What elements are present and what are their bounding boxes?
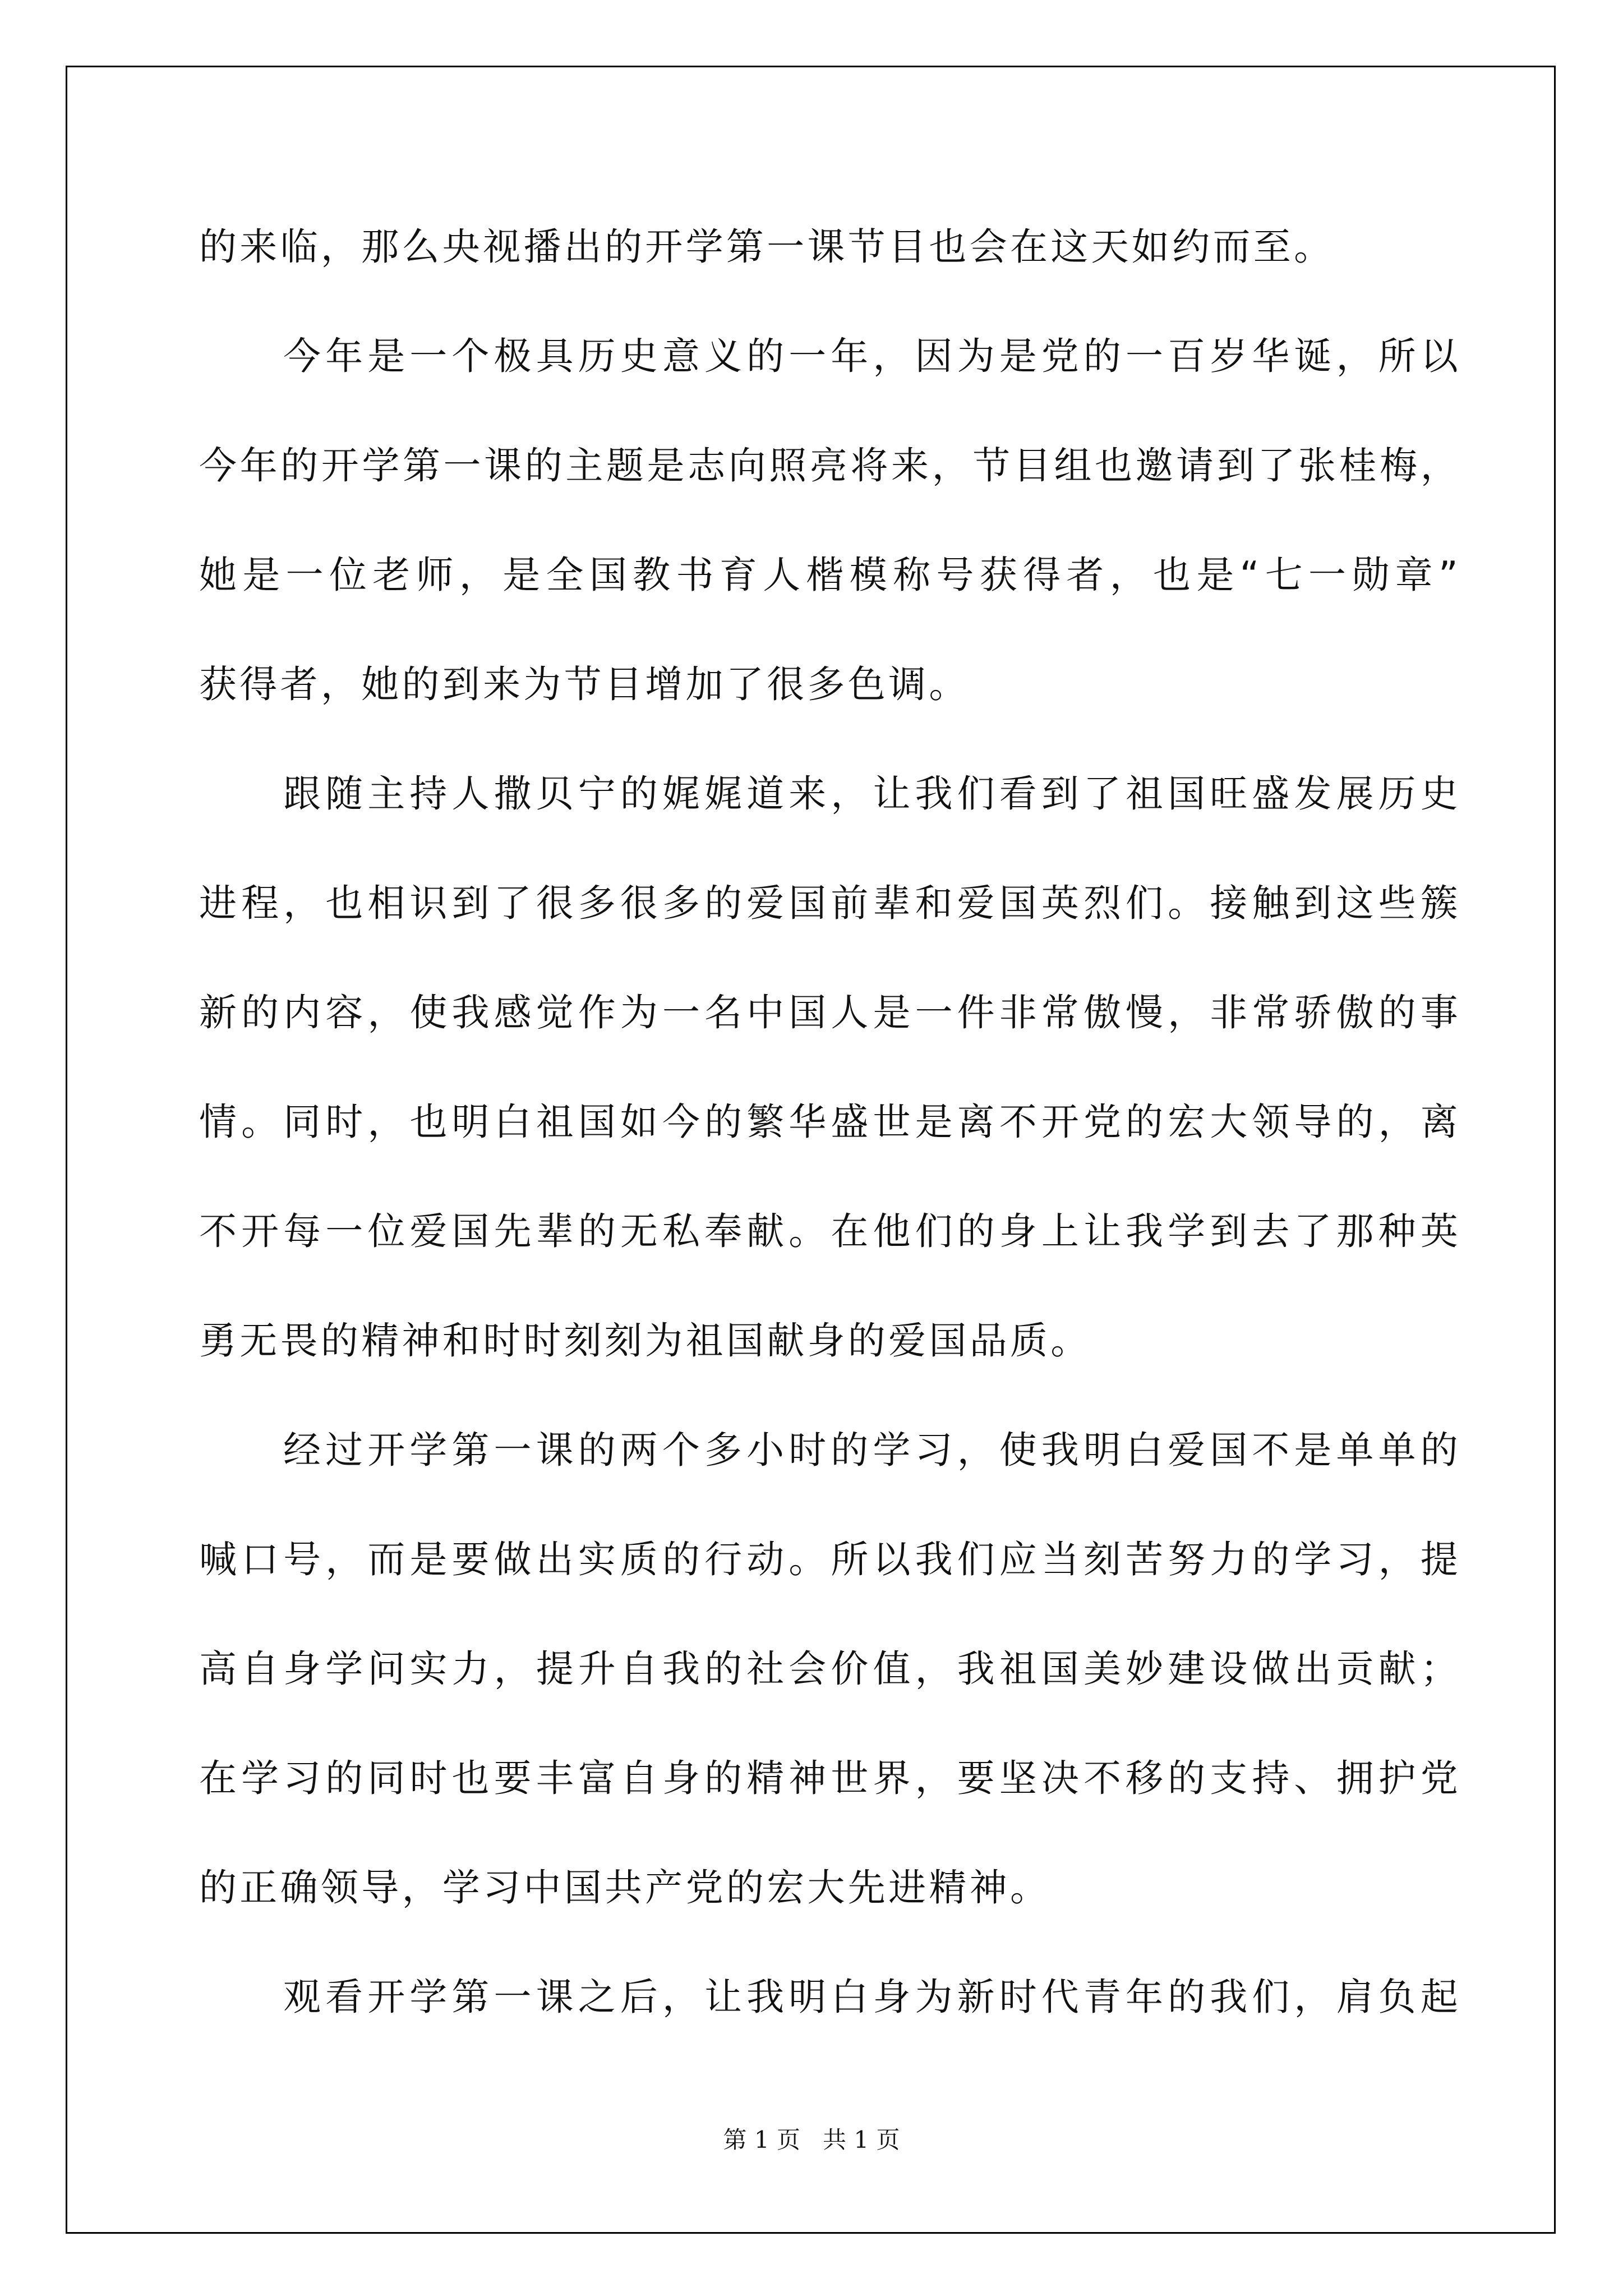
paragraph-line: 今年的开学第一课的主题是志向照亮将来，节目组也邀请到了张桂梅， <box>199 444 1461 487</box>
paragraph-line: 不开每一位爱国先辈的无私奉献。在他们的身上让我学到去了那种英 <box>199 1209 1461 1253</box>
paragraph-line: 经过开学第一课的两个多小时的学习，使我明白爱国不是单单的 <box>283 1428 1461 1472</box>
paragraph-line: 勇无畏的精神和时时刻刻为祖国献身的爱国品质。 <box>199 1319 1091 1363</box>
page-number-footer: 第 1 页 共 1 页 <box>723 2126 900 2154</box>
paragraph-line: 情。同时，也明白祖国如今的繁华盛世是离不开党的宏大领导的，离 <box>199 1100 1461 1144</box>
paragraph-line: 进程，也相识到了很多很多的爱国前辈和爱国英烈们。接触到这些簇 <box>199 881 1461 925</box>
paragraph-line: 观看开学第一课之后，让我明白身为新时代青年的我们，肩负起 <box>283 1975 1461 2019</box>
paragraph-line: 喊口号，而是要做出实质的行动。所以我们应当刻苦努力的学习，提 <box>199 1538 1461 1581</box>
paragraph-line: 的正确领导，学习中国共产党的宏大先进精神。 <box>199 1866 1051 1910</box>
paragraph-line: 她是一位老师，是全国教书育人楷模称号获得者，也是“七一勋章” <box>199 553 1461 597</box>
paragraph-line: 跟随主持人撒贝宁的娓娓道来，让我们看到了祖国旺盛发展历史 <box>283 772 1461 816</box>
paragraph-line: 高自身学问实力，提升自我的社会价值，我祖国美妙建设做出贡献； <box>199 1647 1461 1691</box>
paragraph-line: 的来临，那么央视播出的开学第一课节目也会在这天如约而至。 <box>199 225 1335 269</box>
paragraph-line: 今年是一个极具历史意义的一年，因为是党的一百岁华诞，所以 <box>283 334 1461 378</box>
paragraph-line: 在学习的同时也要丰富自身的精神世界，要坚决不移的支持、拥护党 <box>199 1756 1461 1800</box>
paragraph-line: 新的内容，使我感觉作为一名中国人是一件非常傲慢，非常骄傲的事 <box>199 991 1461 1034</box>
paragraph-line: 获得者，她的到来为节目增加了很多色调。 <box>199 662 970 706</box>
